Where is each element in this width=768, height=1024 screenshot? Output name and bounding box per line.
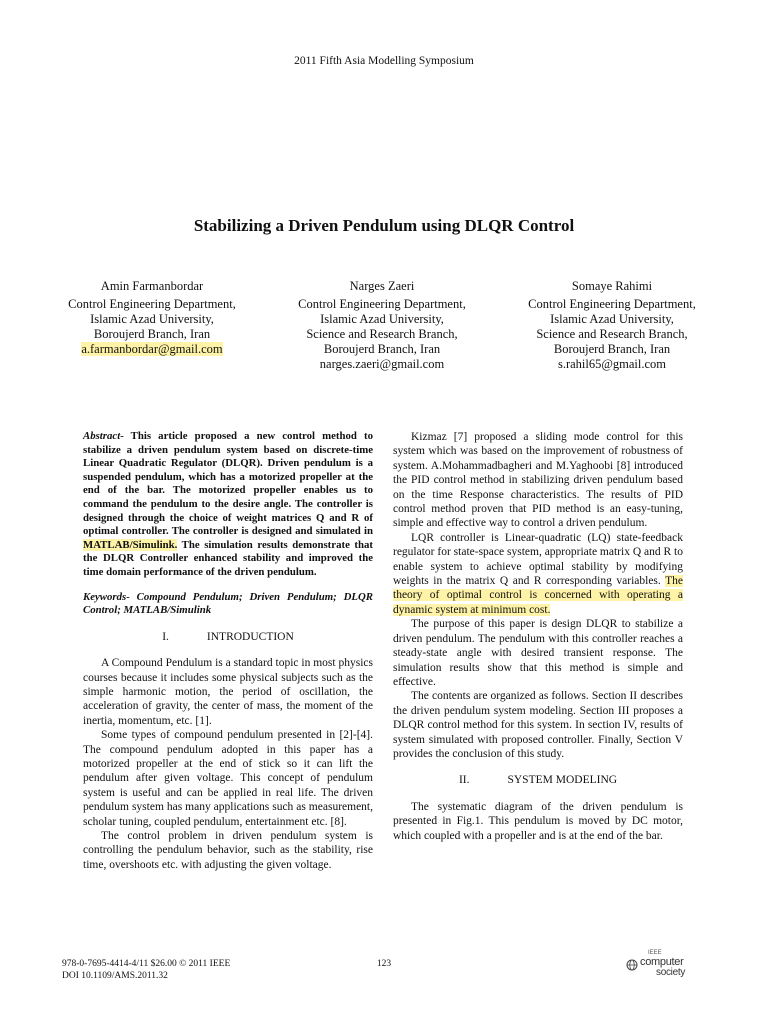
abstract <box>83 430 373 580</box>
author-email[interactable]: s.rahil65@gmail.com <box>557 357 667 371</box>
abstract-text-end: The simulation results demonstrate that the DLQR Controller enhanced stability and improved the time domain performance of the driven pendulum. <box>83 538 373 578</box>
logo-ieee-text: IEEE <box>648 950 662 956</box>
paragraph: The systematic diagram of the driven pendulum is presented in Fig.1. This pendulum is moved by DC motor, which coupled with a propeller and is at the end of the bar. <box>393 800 683 842</box>
paragraph <box>393 531 683 617</box>
author-affiliation-line: Islamic Azad University, <box>90 312 214 326</box>
footer-doi: DOI 10.1109/AMS.2011.32 <box>62 971 168 981</box>
abstract-label: Abstract- <box>83 430 124 442</box>
author-affiliation-line: Boroujerd Branch, Iran <box>553 342 671 356</box>
author-affiliation-line: Boroujerd Branch, Iran <box>93 327 211 341</box>
section-number: I. <box>162 630 169 643</box>
globe-icon <box>626 959 638 971</box>
author-block-2 <box>282 279 482 372</box>
author-affiliation-line: Science and Research Branch, <box>536 327 688 341</box>
section-heading-introduction <box>83 630 373 644</box>
paragraph: The control problem in driven pendulum system is controlling the pendulum behavior, such as the stability, rise time, overshoots etc. with adjusting the given voltage. <box>83 830 373 871</box>
abstract-highlight: MATLAB/Simulink. <box>83 538 178 551</box>
author-email[interactable]: narges.zaeri@gmail.com <box>319 357 445 371</box>
paragraph: The contents are organized as follows. Section II describes the driven pendulum system modeling. Section III proposes a DLQR control method for this system. In section IV, results of system simulated with proposed controller. Finally, Section V provides the conclusion of this study. <box>393 690 683 760</box>
author-affiliation-line: Science and Research Branch, <box>306 327 458 341</box>
author-affiliation-line: Control Engineering Department, <box>68 297 236 311</box>
author-name: Somaye Rahimi <box>571 279 653 293</box>
author-affiliation-line: Islamic Azad University, <box>320 312 444 326</box>
abstract-text: This article proposed a new control method to stabilize a driven pendulum system based on discrete-time Linear Quadratic Regulator (DLQR). Driven pendulum is a suspended pendulum, which has a motorized propeller at the end of the bar. The motorized propeller enables us to command the pendulum to the desire angle. The controller is designed through the choice of weight matrices Q and R of optimal controller. The controller is designed and simulated in <box>83 430 373 538</box>
author-block-3 <box>512 279 712 372</box>
paragraph: The purpose of this paper is design DLQR to stabilize a driven pendulum. The pendulum with this controller reaches a steady-state angle with desired transient response. The simulation results show that this method is simple and effective. <box>393 618 683 688</box>
keywords: Keywords- Compound Pendulum; Driven Pendulum; DLQR Control; MATLAB/Simulink <box>83 590 373 617</box>
paragraph: Kizmaz [7] proposed a sliding mode control for this system which was based on the improvement of robustness of system. A.Mohammadbagheri and M.Yaghoobi [8] introduced the PID control method in stabilizing driven pendulum based on the time Response characteristics. The results of PID control method proven that PID method is an easy-tuning, simple and effective way to control a driven pendulum. <box>393 431 683 530</box>
footer-copyright <box>62 958 322 982</box>
section-heading-system-modeling <box>393 773 683 787</box>
paragraph: A Compound Pendulum is a standard topic in most physics courses because it includes some physical subjects such as the simple harmonic motion, the period of oscillation, the acceleration of gravity, the center of mass, the moment of the inertia, momentum, etc. [1]. <box>83 657 373 727</box>
author-name: Amin Farmanbordar <box>100 279 204 293</box>
paragraph-highlight: The theory of optimal control is concerned with operating a dynamic system at minimum cost. <box>393 575 683 616</box>
section-number: II. <box>458 774 470 787</box>
author-name: Narges Zaeri <box>349 279 415 293</box>
running-header: 2011 Fifth Asia Modelling Symposium <box>294 55 474 67</box>
logo-main-text: computer <box>640 956 684 968</box>
author-block-1 <box>52 279 252 357</box>
author-affiliation-line: Boroujerd Branch, Iran <box>323 342 441 356</box>
author-affiliation-line: Control Engineering Department, <box>298 297 466 311</box>
page-number: 123 <box>376 959 392 969</box>
logo-sub-text: society <box>656 967 686 978</box>
section-title: SYSTEM MODELING <box>507 774 618 787</box>
left-column <box>83 430 373 872</box>
footer-isbn: 978-0-7695-4414-4/11 $26.00 © 2011 IEEE <box>62 959 231 969</box>
section-title: INTRODUCTION <box>206 630 294 643</box>
right-column <box>393 430 683 843</box>
author-affiliation-line: Islamic Azad University, <box>550 312 674 326</box>
ieee-computer-society-logo <box>626 950 706 982</box>
paragraph-text: LQR controller is Linear-quadratic (LQ) state-feedback regulator for state-space system, appropriate matrix Q and R to enable system to achieve optimal stability by modifying weights in the matrix Q and R corresponding variables. <box>393 531 683 588</box>
author-affiliation-line: Control Engineering Department, <box>528 297 696 311</box>
author-email[interactable]: a.farmanbordar@gmail.com <box>81 342 223 356</box>
paper-title: Stabilizing a Driven Pendulum using DLQR Control <box>193 216 575 235</box>
paragraph: Some types of compound pendulum presented in [2]-[4]. The compound pendulum adopted in this paper has a motorized propeller at the end of stick so it can lift the pendulum after given voltage. This concept of pendulum system is useful and can be applied in real life. The driven pendulum system has many applications such as measurement, scholar tuning, coupled pendulum, entertainment etc. [8]. <box>83 729 373 828</box>
